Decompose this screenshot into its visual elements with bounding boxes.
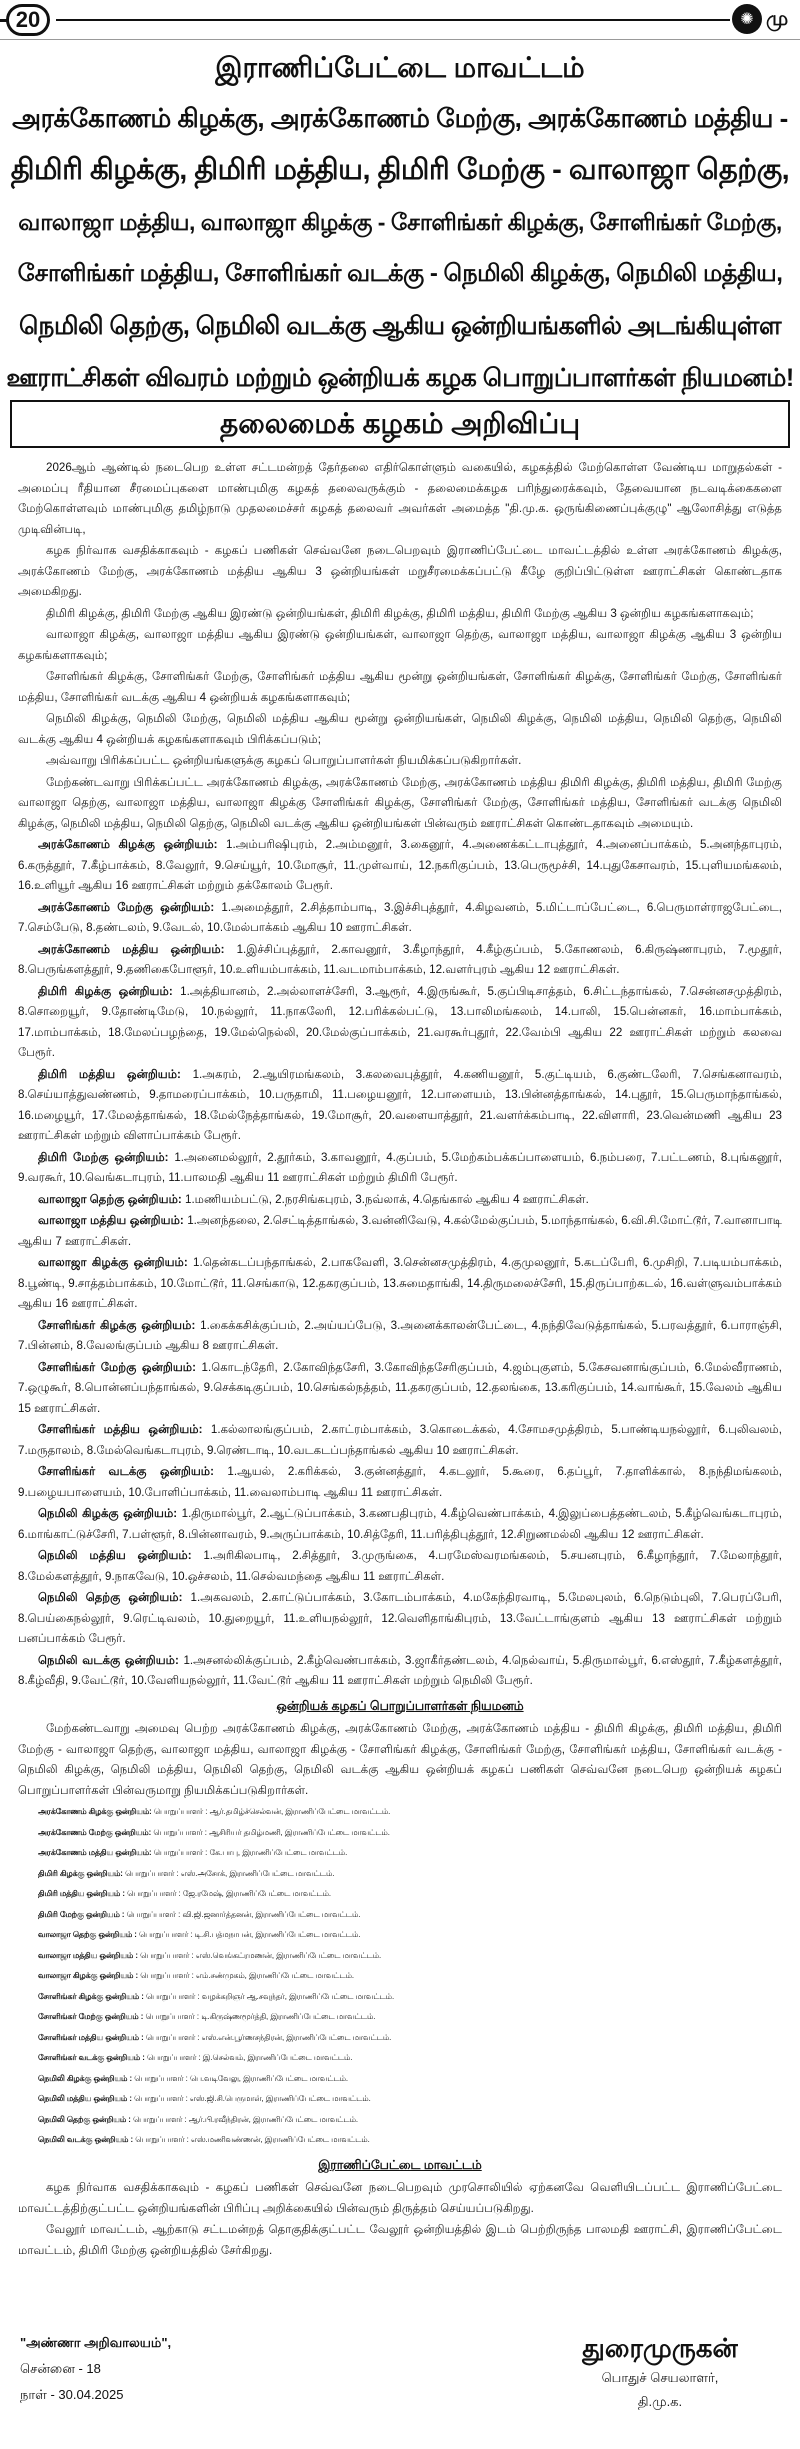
union-entry-name: திமிரி மத்திய ஒன்றியம்: bbox=[38, 1067, 181, 1081]
officer-entry-name: சோளிங்கர் மத்திய ஒன்றியம் : bbox=[38, 2032, 144, 2042]
union-entry bbox=[18, 1546, 782, 1587]
union-entry bbox=[18, 835, 782, 897]
union-entry bbox=[18, 1190, 782, 1211]
closing-paragraphs bbox=[18, 2178, 782, 2261]
union-entry bbox=[18, 1420, 782, 1461]
union-entry-name: வாலாஜா மத்திய ஒன்றியம்: bbox=[38, 1214, 184, 1227]
logo-text: மு bbox=[766, 6, 789, 30]
union-entry-name: நெமிலி மத்திய ஒன்றியம்: bbox=[38, 1549, 192, 1562]
officer-entry bbox=[18, 2028, 782, 2049]
officer-entry-text: பொறுப்பாளர் : எஸ்.அசோக், இராணிப்பேட்டை மாவட்டம். bbox=[125, 1868, 335, 1878]
officer-entry-text: பொறுப்பாளர் : எஸ்.ஜி.சி.பெருமாள், இராணிப்பேட்டை மாவட்டம். bbox=[134, 2094, 371, 2103]
officer-entry-text: பொறுப்பாளர் : வழக்கறிஞர் ஆ.சவுந்தர், இராணிப்பேட்டை மாவட்டம். bbox=[146, 1991, 395, 2001]
officer-entry-text: பொறுப்பாளர் : ஆர்.தமிழ்ச்செல்வன், இராணிப்பேட்டை மாவட்டம். bbox=[153, 1807, 391, 1816]
union-entry-name: சோளிங்கர் மத்திய ஒன்றியம்: bbox=[38, 1423, 203, 1436]
officer-entry-text: பொறுப்பாளர் : இ.செல்வம், இராணிப்பேட்டை மாவட்டம். bbox=[147, 2053, 353, 2062]
signature-block bbox=[560, 2330, 760, 2414]
officer-entry bbox=[18, 2069, 782, 2090]
union-entry-name: சோளிங்கர் வடக்கு ஒன்றியம்: bbox=[38, 1465, 214, 1478]
union-entry-name: சோளிங்கர் கிழக்கு ஒன்றியம்: bbox=[38, 1318, 196, 1332]
district-title: இராணிப்பேட்டை மாவட்டம் bbox=[215, 52, 585, 83]
union-entry-name: நெமிலி தெற்கு ஒன்றியம்: bbox=[38, 1591, 183, 1604]
officer-entry-text: பொறுப்பாளர் : ஆசிரியர் தமிழ்மணி, இராணிப்பேட்டை மாவட்டம். bbox=[153, 1827, 390, 1837]
intro-paragraph: திமிரி கிழக்கு, திமிரி மேற்கு ஆகிய இரண்டு ஒன்றியங்கள், திமிரி கிழக்கு, திமிரி மத்திய, திமிரி மேற்கு ஆகிய 3 ஒன்றிய கழகங்களாகவும்; bbox=[46, 606, 754, 620]
page-number: 20 bbox=[6, 4, 50, 36]
union-entry-text: 1.அம்பரிஷிபுரம், 2.அம்மனூர், 3.கைனூர், 4.அணைக்கட்டாபுத்தூர், 4.அனைப்பாக்கம், 5.அனந்தாபுரம், 6.கருத்தூர், 7.கீழ்பாக்கம், 8.வேலூர், 9.செய்யூர், 10.மோசூர், 11.முள்வாய், 12.நகரிகுப்பம், 13.பெருமூச்சி, 14.புதுகேசாவரம், 15.புளியமங்கலம், 16.உளியூர் ஆகிய 16 ஊராட்சிகள் மற்றும் தக்கோலம் பேரூர். bbox=[18, 838, 782, 892]
officer-entry-text: பொறுப்பாளர் : வி.ஜி.ஜனார்த்தனன், இராணிப்பேட்டை மாவட்டம். bbox=[126, 1909, 361, 1919]
union-entry-text: 1.அகரம், 2.ஆயிரமங்கலம், 3.கலவைபுத்தூர், 4.கணியனூர், 5.குட்டியம், 6.குண்டலேரி, 7.செங்கனாவரம், 8.செய்யாத்துவண்ணம், 9.தாமரைப்பாக்கம், 10.பருதாமி, 11.பழையனூர், 12.பாளையம், 13.பின்னத்தாங்கல், 14.புதூர், 15.பெருமாந்தாங்கல், 16.மழையூர், 17.மேலத்தாங்கல், 18.மேல்நேத்தாங்கல், 19.மோசூர், 20.வளையாத்தூர், 21.வளர்க்கம்பாடி, 22.விளாரி, 23.வென்மணி ஆகிய 23 ஊராட்சிகள் மற்றும் விளாப்பாக்கம் பேரூர். bbox=[18, 1067, 782, 1142]
union-entry-text: 1.கொடந்தேரி, 2.கோவிந்தசேரி, 3.கோவிந்தசேரிகுப்பம், 4.ஜம்புகுளம், 5.கேசவனாங்குப்பம், 6.மேல்வீராணம், 7.ஒழுகூர், 8.பொன்னப்பந்தாங்கல், 9.செக்கடிகுப்பம், 10.செங்கல்நத்தம், 11.தகரகுப்பம், 12.தலங்கை, 13.கரிகுப்பம், 14.வாங்கூர், 15.வேலம் ஆகிய 15 ஊராட்சிகள். bbox=[18, 1360, 782, 1415]
union-entry-name: வாலாஜா தெற்கு ஒன்றியம்: bbox=[38, 1192, 182, 1206]
union-entry-text: 1.தென்கடப்பந்தாங்கல், 2.பாகவேளி, 3.சென்னசமுத்திரம், 4.குமுலனூர், 5.கடப்பேரி, 6.முசிறி, 7.படியம்பாக்கம், 8.பூண்டி, 9.சாத்தம்பாக்கம், 10.மோட்டூர், 11.செங்காடு, 12.தகரகுப்பம், 13.சுமைதாங்கி, 14.திருமலைச்சேரி, 15.திருப்பாற்கடல், 16.வள்ளுவம்பாக்கம் ஆகிய 16 ஊராட்சிகள். bbox=[18, 1256, 782, 1310]
closing-paragraph: கழக நிர்வாக வசதிக்காகவும் - கழகப் பணிகள் செவ்வனே நடைபெறவும் முரசொலியில் ஏற்கனவே வெளியிடப்பட்ட இராணிப்பேட்டை மாவட்டத்திற்குட்பட்ட ஒன்றியங்களின் பிரிப்பு அறிக்கையில் பின்வரும் திருத்தம் செய்யப்படுகிறது. bbox=[18, 2181, 782, 2215]
intro-paragraphs bbox=[18, 458, 782, 834]
officer-entry-name: திமிரி மத்திய ஒன்றியம் : bbox=[38, 1889, 125, 1898]
officer-entry-text: பொறுப்பாளர் : எஸ்.என்.பூர்ணசந்திரன், இராணிப்பேட்டை மாவட்டம். bbox=[145, 2032, 392, 2042]
closing-heading: இராணிப்பேட்டை மாவட்டம் bbox=[318, 2157, 482, 2172]
footer-date: நாள் - 30.04.2025 bbox=[20, 2387, 124, 2402]
officer-entry-name: வாலாஜா கிழக்கு ஒன்றியம் : bbox=[38, 1971, 139, 1980]
union-entry bbox=[18, 1211, 782, 1252]
header-rule bbox=[56, 19, 730, 21]
officer-list bbox=[18, 1802, 782, 2151]
page-header bbox=[0, 0, 800, 40]
officer-entry-name: சோளிங்கர் மேற்கு ஒன்றியம் : bbox=[38, 2012, 144, 2021]
officer-entry-name: வாலாஜா தெற்கு ஒன்றியம் : bbox=[38, 1930, 137, 1939]
union-entry-text: 1.கல்லாலங்குப்பம், 2.காட்ரம்பாக்கம், 3.கொடைக்கல், 4.சோமசமுத்திரம், 5.பாண்டியநல்லூர், 6.புலிவலம், 7.மருதாலம், 8.மேல்வெங்கடாபுரம், 9.ரெண்டாடி, 10.வடகடப்பந்தாங்கல் ஆகிய 10 ஊராட்சிகள். bbox=[18, 1423, 782, 1457]
union-entry-name: அரக்கோணம் மத்திய ஒன்றியம்: bbox=[38, 942, 225, 956]
officer-entry bbox=[18, 1946, 782, 1967]
officer-entry-text: பொறுப்பாளர் : ஜே.ரமேஷ், இராணிப்பேட்டை மாவட்டம். bbox=[127, 1889, 332, 1898]
headline bbox=[6, 92, 794, 404]
flame-icon: ✺ bbox=[732, 4, 762, 34]
officer-entry-text: பொறுப்பாளர் : எஸ்.மணிவண்ணன், இராணிப்பேட்டை மாவட்டம். bbox=[135, 2135, 370, 2144]
union-entry-text: 1.திருமால்பூர், 2.ஆட்டுப்பாக்கம், 3.கணபதிபுரம், 4.கீழ்வெண்பாக்கம், 4.இலுப்பைத்தண்டலம், 5.கீழ்வெங்கடாபுரம், 6.மாங்காட்டுச்சேரி, 7.பள்ளூர், 8.பின்னாவரம், 9.அருப்பாக்கம், 10.சித்தேரி, 11.பரித்திபுத்தூர், 12.சிறுணமல்லி ஆகிய 12 ஊராட்சிகள். bbox=[18, 1507, 782, 1541]
officer-entry bbox=[18, 2110, 782, 2131]
officer-entry-text: பொறுப்பாளர் : ஆர்.பி.ரவீந்திரன், இராணிப்பேட்டை மாவட்டம். bbox=[133, 2114, 359, 2124]
officer-entry-name: நெமிலி வடக்கு ஒன்றியம் : bbox=[38, 2135, 134, 2144]
officer-entry bbox=[18, 1987, 782, 2008]
officer-entry-name: வாலாஜா மத்திய ஒன்றியம் : bbox=[38, 1950, 138, 1960]
officer-entry-name: அரக்கோணம் மத்திய ஒன்றியம்: bbox=[38, 1848, 152, 1857]
intro-paragraph: மேற்கண்டவாறு பிரிக்கப்பட்ட அரக்கோணம் கிழக்கு, அரக்கோணம் மேற்கு, அரக்கோணம் மத்திய திமிரி கிழக்கு, திமிரி மத்திய, திமிரி மேற்கு வாலாஜா தெற்கு, வாலாஜா மத்திய, வாலாஜா கிழக்கு சோளிங்கர் கிழக்கு, சோளிங்கர் மேற்கு, சோளிங்கர் மத்திய, சோளிங்கர் வடக்கு நெமிலி கிழக்கு, நெமிலி மத்திய, நெமிலி தெற்கு, நெமிலி வடக்கு ஆகிய ஒன்றியங்கள் பின்வரும் ஊராட்சிகள் கொண்டதாகவும் அமையும். bbox=[18, 775, 782, 830]
union-entry-name: சோளிங்கர் மேற்கு ஒன்றியம்: bbox=[38, 1360, 196, 1374]
footer-address bbox=[20, 2330, 171, 2408]
union-entry bbox=[18, 1462, 782, 1503]
officer-entry-name: நெமிலி தெற்கு ஒன்றியம் : bbox=[38, 2114, 131, 2124]
union-entry-text: 1.அமைத்தூர், 2.சித்தாம்பாடி, 3.இச்சிபுத்தூர், 4.கிழவனம், 5.மிட்டாப்பேட்டை, 6.பெருமாள்ராஜபேட்டை, 7.செம்பேடு, 8.தண்டலம், 9.வேடல், 10.மேல்பாக்கம் ஆகிய 10 ஊராட்சிகள். bbox=[18, 900, 782, 934]
union-entry bbox=[18, 982, 782, 1064]
closing-paragraph: வேலூர் மாவட்டம், ஆற்காடு சட்டமன்றத் தொகுதிக்குட்பட்ட வேலூர் ஒன்றியத்தில் இடம் பெற்றிருந்த பாலமதி ஊராட்சி, இராணிப்பேட்டை மாவட்டம், திமிரி மேற்கு ஒன்றியத்தில் சேர்கிறது. bbox=[18, 2223, 782, 2257]
officer-entry-name: சோளிங்கர் வடக்கு ஒன்றியம் : bbox=[38, 2053, 145, 2062]
officer-entry bbox=[18, 2007, 782, 2028]
officer-entry-text: பொறுப்பாளர் : பெ.வடிவேலு, இராணிப்பேட்டை மாவட்டம். bbox=[134, 2073, 349, 2083]
notice-title: தலைமைக் கழகம் அறிவிப்பு bbox=[10, 400, 790, 448]
officer-entry-name: திமிரி மேற்கு ஒன்றியம் : bbox=[38, 1909, 125, 1919]
union-entry bbox=[18, 1358, 782, 1420]
union-entry-name: அரக்கோணம் கிழக்கு ஒன்றியம்: bbox=[38, 838, 218, 851]
officer-entry bbox=[18, 1905, 782, 1926]
union-entry bbox=[18, 898, 782, 939]
officer-entry-name: அரக்கோணம் மேற்கு ஒன்றியம்: bbox=[38, 1827, 152, 1837]
signatory-designation: பொதுச் செயலாளர், bbox=[601, 2370, 719, 2385]
headline-line: அரக்கோணம் கிழக்கு, அரக்கோணம் மேற்கு, அரக்கோணம் மத்திய - bbox=[12, 103, 788, 133]
union-entry-text: 1.மணியம்பட்டு, 2.நரசிங்கபுரம், 3.நவ்லாக், 4.தெங்கால் ஆகிய 4 ஊராட்சிகள். bbox=[185, 1192, 589, 1206]
union-entry bbox=[18, 1148, 782, 1189]
union-entry bbox=[18, 1316, 782, 1357]
union-entry bbox=[18, 1651, 782, 1692]
union-entry bbox=[18, 940, 782, 981]
officer-entry-name: சோளிங்கர் கிழக்கு ஒன்றியம் : bbox=[38, 1991, 144, 2001]
headline-line: வாலாஜா மத்திய, வாலாஜா கிழக்கு - சோளிங்கர் கிழக்கு, சோளிங்கர் மேற்கு, bbox=[18, 209, 782, 235]
intro-paragraph: அவ்வாறு பிரிக்கப்பட்ட ஒன்றியங்களுக்கு கழகப் பொறுப்பாளர்கள் நியமிக்கப்படுகிறார்கள். bbox=[46, 754, 522, 767]
officer-entry-name: நெமிலி மத்திய ஒன்றியம் : bbox=[38, 2094, 132, 2103]
intro-paragraph: வாலாஜா கிழக்கு, வாலாஜா மத்திய ஆகிய இரண்டு ஒன்றியங்கள், வாலாஜா தெற்கு, வாலாஜா மத்திய, வாலாஜா கிழக்கு ஆகிய 3 ஒன்றிய கழகங்களாகவும்; bbox=[18, 628, 782, 662]
officer-entry bbox=[18, 1823, 782, 1844]
headline-line: சோளிங்கர் மத்திய, சோளிங்கர் வடக்கு - நெமிலி கிழக்கு, நெமிலி மத்திய, bbox=[17, 260, 783, 287]
officer-entry bbox=[18, 1843, 782, 1864]
union-entry-text: 1.அத்தியானம், 2.அல்லாளச்சேரி, 3.ஆரூர், 4.இருங்கூர், 5.குப்பிடிசாத்தம், 6.சிட்டந்தாங்கல், 7.சென்னசமுத்திரம், 8.சொறையூர், 9.தோண்டிமேடு, 10.நல்லூர், 11.நாகலேரி, 12.பரிக்கல்பட்டு, 13.பாலிமங்கலம், 14.பாலி, 15.பென்னகர், 16.மாம்பாக்கம், 17.மாம்பாக்கம், 18.மேலப்பழந்தை, 19.மேல்நெல்லி, 20.மேல்குப்பாக்கம், 21.வரகூர்புதூர், 22.வேம்பி ஆகிய 22 ஊராட்சிகள் மற்றும் கலவை பேரூர். bbox=[18, 984, 782, 1059]
footer bbox=[0, 2330, 800, 2440]
officer-entry bbox=[18, 2048, 782, 2069]
headline-line: திமிரி கிழக்கு, திமிரி மத்திய, திமிரி மேற்கு - வாலாஜா தெற்கு, bbox=[10, 154, 790, 186]
union-entry bbox=[18, 1588, 782, 1650]
officer-entry-text: பொறுப்பாளர் : எம்.சண்முகம், இராணிப்பேட்டை மாவட்டம். bbox=[140, 1971, 355, 1980]
intro-paragraph: நெமிலி கிழக்கு, நெமிலி மேற்கு, நெமிலி மத்திய ஆகிய மூன்று ஒன்றியங்கள், நெமிலி கிழக்கு, நெமிலி மத்திய, நெமிலி தெற்கு, நெமிலி வடக்கு ஆகிய 4 ஒன்றியக் கழகங்களாகவும் பிரிக்கப்படும்; bbox=[18, 712, 782, 746]
union-entry-name: அரக்கோணம் மேற்கு ஒன்றியம்: bbox=[38, 900, 215, 914]
officer-entry bbox=[18, 1884, 782, 1905]
union-entry-text: 1.அரிகிலபாடி, 2.சித்தூர், 3.முருங்கை, 4.பரமேஸ்வரமங்கலம், 5.சயனபுரம், 6.கீழாந்தூர், 7.மேலாந்தூர், 8.மேல்களத்தூர், 9.நாகவேடு, 10.ஒச்சலம், 11.செல்வமந்தை ஆகிய 11 ஊராட்சிகள். bbox=[18, 1549, 782, 1583]
union-entry-text: 1.கைக்கசிக்குப்பம், 2.அய்யப்பேடு, 3.அனைக்காலன்பேட்டை, 4.நந்திவேடுத்தாங்கல், 5.பரவத்தூர், 6.பாராஞ்சி, 7.பின்னம், 8.வேலங்குப்பம் ஆகிய 8 ஊராட்சிகள். bbox=[18, 1318, 782, 1352]
officer-entry-text: பொறுப்பாளர் : எஸ்.வெங்கட்ரமணன், இராணிப்பேட்டை மாவட்டம். bbox=[140, 1950, 382, 1960]
headline-line: ஊராட்சிகள் விவரம் மற்றும் ஒன்றியக் கழக பொறுப்பாளர்கள் நியமனம்! bbox=[6, 364, 794, 392]
union-entry-name: வாலாஜா கிழக்கு ஒன்றியம்: bbox=[38, 1256, 188, 1269]
officer-entry bbox=[18, 1802, 782, 1823]
newspaper-logo bbox=[732, 4, 792, 34]
union-entry-text: 1.அசனல்லிக்குப்பம், 2.கீழ்வெண்பாக்கம், 3.ஜாகீர்தண்டலம், 4.நெல்வாய், 5.திருமால்பூர், 6.எஸ்தூர், 7.கீழ்களத்தூர், 8.கீழ்வீதி, 9.வேட்டூர், 10.வேளியநல்லூர், 11.வேட்டூர் ஆகிய 11 ஊராட்சிகள் மற்றும் நெமிலி பேரூர். bbox=[18, 1653, 782, 1687]
officer-entry-name: திமிரி கிழக்கு ஒன்றியம்: bbox=[38, 1868, 123, 1878]
officer-entry bbox=[18, 1925, 782, 1946]
officer-entry bbox=[18, 2130, 782, 2151]
union-entry-text: 1.ஆயல், 2.கரிக்கல், 3.குன்னத்தூர், 4.கடலூர், 5.கூரை, 6.தப்பூர், 7.தாளிக்கால், 8.நந்திமங்கலம், 9.பழையபாளையம், 10.போளிப்பாக்கம், 11.வைலாம்பாடி ஆகிய 11 ஊராட்சிகள். bbox=[18, 1465, 782, 1499]
union-entry-name: நெமிலி கிழக்கு ஒன்றியம்: bbox=[38, 1507, 178, 1520]
intro-paragraph: கழக நிர்வாக வசதிக்காகவும் - கழகப் பணிகள் செவ்வனே நடைபெறவும் இராணிப்பேட்டை மாவட்டத்தில் உள்ள அரக்கோணம் கிழக்கு, அரக்கோணம் மேற்கு, அரக்கோணம் மத்திய ஆகிய 3 ஒன்றியங்கள் மறுசீரமைக்கப்பட்டு கீழே குறிப்பிட்டுள்ள ஊராட்சிகள் கொண்டதாக அமைகிறது. bbox=[18, 544, 782, 598]
union-entry-name: நெமிலி வடக்கு ஒன்றியம்: bbox=[38, 1653, 179, 1667]
officer-entry bbox=[18, 2089, 782, 2110]
signatory-party: தி.மு.க. bbox=[637, 2394, 683, 2409]
footer-hq: "அண்ணா அறிவாலயம்", bbox=[20, 2335, 172, 2350]
officer-entry-name: நெமிலி கிழக்கு ஒன்றியம் : bbox=[38, 2073, 133, 2083]
union-entry bbox=[18, 1504, 782, 1545]
officers-heading: ஒன்றியக் கழகப் பொறுப்பாளர்கள் நியமனம் bbox=[276, 1698, 524, 1713]
union-list bbox=[18, 835, 782, 1692]
union-entry bbox=[18, 1253, 782, 1315]
union-entry bbox=[18, 1065, 782, 1147]
signatory-name: துரைமுருகன் bbox=[582, 2333, 738, 2363]
officer-entry-text: பொறுப்பாளர் : கே.பாபு, இராணிப்பேட்டை மாவட்டம். bbox=[153, 1848, 348, 1857]
intro-paragraph: சோளிங்கர் கிழக்கு, சோளிங்கர் மேற்கு, சோளிங்கர் மத்திய ஆகிய மூன்று ஒன்றியங்கள், சோளிங்கர் கிழக்கு, சோளிங்கர் மேற்கு, சோளிங்கர் மத்திய, சோளிங்கர் வடக்கு ஆகிய 4 ஒன்றியக் கழகங்களாகவும்; bbox=[18, 670, 782, 704]
union-entry-name: திமிரி கிழக்கு ஒன்றியம்: bbox=[38, 984, 173, 998]
union-entry-text: 1.இச்சிப்புத்தூர், 2.காவனூர், 3.கீழாந்தூர், 4.கீழ்குப்பம், 5.கோணலம், 6.கிருஷ்ணாபுரம், 7.மூதூர், 8.பெருங்களத்தூர், 9.தணிகைபோளூர், 10.உளியம்பாக்கம், 11.வடமாம்பாக்கம், 12.வளர்புரம் ஆகிய 12 ஊராட்சிகள். bbox=[18, 942, 782, 976]
officer-entry-text: பொறுப்பாளர் : டி.கிருஷ்ணமூர்த்தி, இராணிப்பேட்டை மாவட்டம். bbox=[145, 2012, 376, 2021]
officers-intro: மேற்கண்டவாறு அமைவு பெற்ற அரக்கோணம் கிழக்கு, அரக்கோணம் மேற்கு, அரக்கோணம் மத்திய - திமிரி கிழக்கு, திமிரி மத்திய, திமிரி மேற்கு - வாலாஜா தெற்கு, வாலாஜா மத்திய, வாலாஜா கிழக்கு - சோளிங்கர் கிழக்கு, சோளிங்கர் மேற்கு, சோளிங்கர் மத்திய, சோளிங்கர் வடக்கு - நெமிலி கிழக்கு, நெமிலி மத்திய, நெமிலி தெற்கு, நெமிலி வடக்கு ஆகிய ஒன்றியக் கழகப் பணிகள் செவ்வனே நடைபெற ஒன்றியக் கழகப் பொறுப்பாளர்கள் பின்வருமாறு நியமிக்கப்படுகிறார்கள். bbox=[18, 1722, 782, 1797]
intro-paragraph: 2026ஆம் ஆண்டில் நடைபெற உள்ள சட்டமன்றத் தேர்தலை எதிர்கொள்ளும் வகையில், கழகத்தில் மேற்கொள்ள வேண்டிய மாறுதல்கள் - அமைப்பு ரீதியான சீரமைப்புகளை மாண்புமிகு கழகத் தலைவருக்கும் - தலைமைக்கழக பரிந்துரைக்கவும், தேவையான நடவடிக்கைகளை மேற்கொள்ளவும் மாண்புமிகு தமிழ்நாடு முதலமைச்சர் கழகத் தலைவர் அவர்கள் அமைத்த "தி.மு.க. ஒருங்கிணைப்புக்குழு" ஆலோசித்து எடுத்த முடிவின்படி, bbox=[18, 461, 782, 536]
notice-body bbox=[18, 458, 782, 2262]
union-entry-text: 1.அனைமல்லூர், 2.தூர்கம், 3.காவனூர், 4.குப்பம், 5.மேற்கம்பக்கப்பாளையம், 6.நம்பரை, 7.பட்டணம், 8.புங்கனூர், 9.வரகூர், 10.வெங்கடாபுரம், 11.பாலமதி ஆகிய 11 ஊராட்சிகள் மற்றும் திமிரி பேரூர். bbox=[18, 1150, 782, 1184]
footer-city: சென்னை - 18 bbox=[20, 2361, 101, 2376]
officer-entry-text: பொறுப்பாளர் : டி.சி.பத்மநாபன், இராணிப்பேட்டை மாவட்டம். bbox=[139, 1930, 361, 1939]
officer-entry bbox=[18, 1966, 782, 1987]
officer-entry bbox=[18, 1864, 782, 1885]
officer-entry-name: அரக்கோணம் கிழக்கு ஒன்றியம்: bbox=[38, 1807, 152, 1816]
union-entry-text: 1.அகவலம், 2.காட்டுப்பாக்கம், 3.கோடம்பாக்கம், 4.மகேந்திரவாடி, 5.மேலபுலம், 6.நெடும்புலி, 7.பெரப்பேரி, 8.பெய்கைநல்லூர், 9.ரெட்டிவலம், 10.துறையூர், 11.உளியநல்லூர், 12.வெளிதாங்கிபுரம், 13.வேட்டாங்குளம் ஆகிய 13 ஊராட்சிகள் மற்றும் பனப்பாக்கம் பேரூர். bbox=[18, 1591, 782, 1645]
headline-line: நெமிலி தெற்கு, நெமிலி வடக்கு ஆகிய ஒன்றியங்களில் அடங்கியுள்ள bbox=[18, 312, 782, 340]
union-entry-name: திமிரி மேற்கு ஒன்றியம்: bbox=[38, 1150, 169, 1164]
union-entry-text: 1.அனந்தலை, 2.செட்டித்தாங்கல், 3.வன்னிவேடு, 4.கல்மேல்குப்பம், 5.மாந்தாங்கல், 6.வி.சி.மோட்டூர், 7.வானாபாடி ஆகிய 7 ஊராட்சிகள். bbox=[18, 1214, 782, 1248]
